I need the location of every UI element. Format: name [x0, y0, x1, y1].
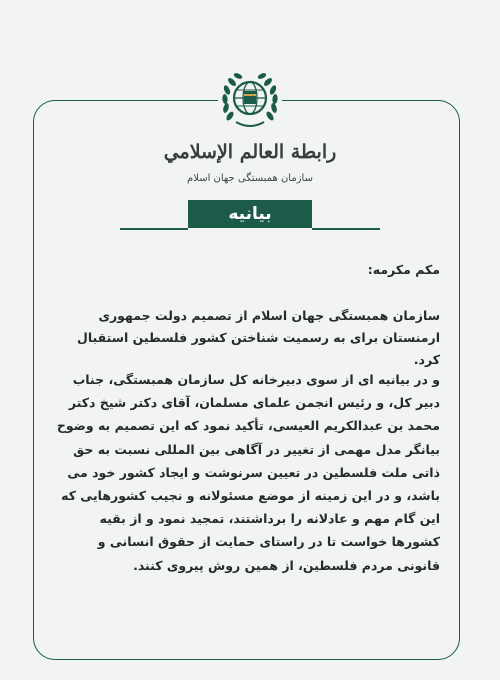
- organization-name-arabic: رابطة العالم الإسلامي: [163, 141, 337, 163]
- paragraph-2: و در بیانیه ای از سوی دبیرخانه کل سازمان همبستگی، جناب دبیر کل، و رئیس انجمن علمای مسلمان، آقای دکتر شیخ دکتر محمد بن عبدالکریم العیسی، تأکید نمود که این تصمیم به وضوح بیانگر مدل مهمی از تغییر در آگاهی بین المللی نسبت به حق ذاتی ملت فلسطین در تعیین سرنوشت و ایجاد کشور خود می باشد، و در این زمینه از موضع مسئولانه و نجیب کشورهایی که این گام مهم و عادلانه را برداشتند، تمجید نمود و از بقیه کشورها خواست تا در راستای حمایت از حقوق انسانی و قانونی مردم فلسطین، از همین روش پیروی کنند.: [56, 372, 440, 573]
- paragraph-1: سازمان همبستگی جهان اسلام از تصمیم دولت جمهوری ارمنستان برای به رسمیت شناختن کشور فلسطین استقبال کرد.: [77, 308, 440, 367]
- statement-heading: بیانیه: [188, 200, 312, 228]
- banner-divider-right: [312, 228, 380, 230]
- banner-divider-left: [120, 228, 188, 230]
- organization-name-persian: سازمان همبستگی جهان اسلام: [187, 173, 313, 184]
- greeting: مکم مکرمه:: [367, 262, 440, 277]
- organization-emblem-icon: [218, 62, 282, 138]
